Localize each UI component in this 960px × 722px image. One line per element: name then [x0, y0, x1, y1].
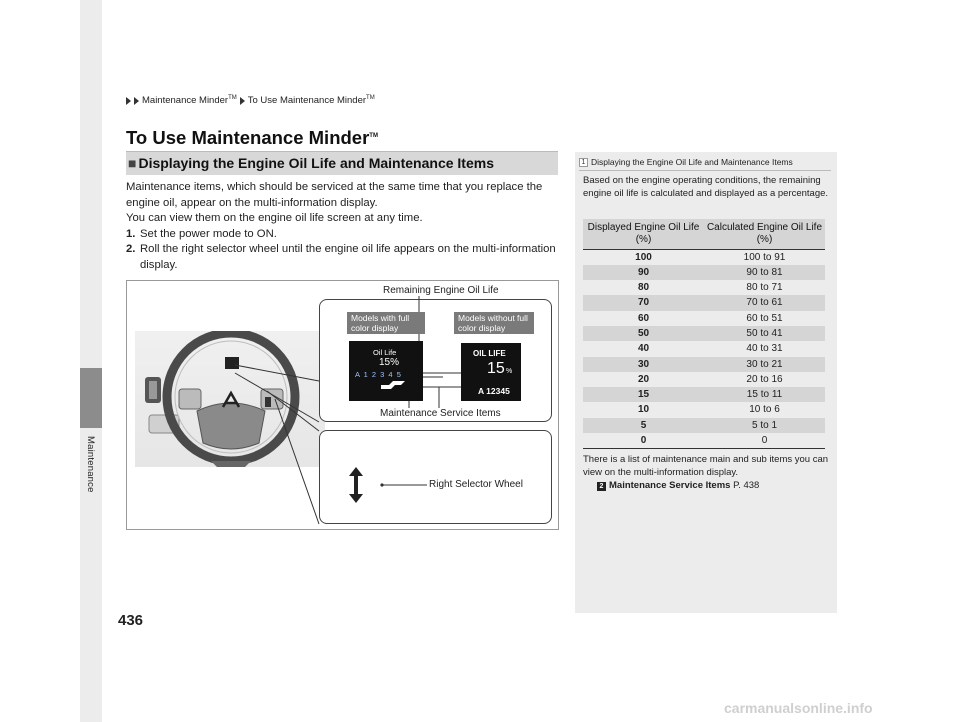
table-row: 10 10 to 6 — [637, 404, 780, 416]
models-full-color-tag: Models with full color display — [347, 312, 425, 334]
note-text: Based on the engine operating conditions, the remaining engine oil life is calculated and displayed as a percentage. — [583, 175, 829, 199]
breadcrumb-arrow-icon — [240, 97, 245, 105]
breadcrumb-item-to-use[interactable]: To Use Maintenance Minder™ — [247, 95, 375, 107]
side-tab-marker — [80, 368, 102, 428]
note-text-2: There is a list of maintenance main and sub items you can view on the multi-information display. 2 Maintenance Service Items P. 438 — [583, 453, 835, 492]
side-tab — [80, 0, 102, 722]
note-icon: 1 — [579, 158, 588, 167]
table-row: 30 30 to 21 — [583, 357, 825, 372]
table-row: 50 50 to 41 — [583, 326, 825, 341]
breadcrumb-arrow-icon — [134, 97, 139, 105]
step-item: 2. Roll the right selector wheel until the engine oil life appears on the multi-information display. — [126, 243, 556, 271]
watermark: carmanualsonline.info — [724, 700, 873, 716]
oil-life-table — [583, 219, 825, 449]
body-text — [126, 180, 562, 273]
dashboard-figure — [126, 280, 559, 530]
page-title: To Use Maintenance Minder™ — [126, 127, 378, 148]
breadcrumb-item-maintenance-minder[interactable]: Maintenance Minder™ — [142, 95, 237, 107]
breadcrumb-arrow-icon — [126, 97, 131, 105]
table-row: 80 80 to 71 — [637, 282, 783, 294]
table-row: 0 0 — [583, 433, 825, 449]
reference-arrow-icon: 2 — [597, 482, 606, 491]
table-row: 100 100 to 91 — [635, 251, 786, 263]
up-down-arrow-icon — [346, 467, 366, 503]
sidebar-note — [575, 152, 837, 613]
right-selector-wheel-label: Right Selector Wheel — [429, 479, 523, 490]
maintenance-service-items-label: Maintenance Service Items — [380, 408, 501, 419]
side-label: Maintenance — [85, 436, 96, 493]
full-color-display: Oil Life 15% A 1 2 3 4 5 — [349, 341, 423, 401]
body-paragraph-2: You can view them on the engine oil life screen at any time. — [126, 212, 423, 224]
table-header-displayed: Displayed Engine Oil Life (%) — [583, 219, 704, 249]
body-paragraph-1: Maintenance items, which should be serviced at the same time that you replace the engine oil, appear on the multi-information display. — [126, 181, 543, 209]
page-number: 436 — [118, 612, 144, 629]
table-row: 90 90 to 81 — [583, 265, 825, 280]
table-row: 20 20 to 16 — [637, 373, 783, 385]
note-heading: 1 Displaying the Engine Oil Life and Maintenance Items — [579, 157, 793, 167]
step-list — [126, 227, 562, 274]
cross-reference-link[interactable]: 2 Maintenance Service Items P. 438 — [597, 479, 835, 492]
table-row: 70 70 to 61 — [583, 295, 825, 310]
section-heading: ■ Displaying the Engine Oil Life and Maintenance Items — [126, 152, 558, 175]
monochrome-display: OIL LIFE 15 % A 12345 — [461, 343, 521, 401]
oil-can-icon — [349, 341, 423, 401]
step-item: 1. Set the power mode to ON. — [126, 227, 277, 240]
models-without-full-color-tag: Models without full color display — [454, 312, 534, 334]
note-divider — [579, 170, 831, 171]
table-row: 40 40 to 31 — [637, 343, 783, 355]
table-row: 60 60 to 51 — [637, 312, 783, 324]
table-header-calculated: Calculated Engine Oil Life (%) — [704, 219, 825, 249]
section-marker-icon: ■ — [128, 155, 137, 171]
table-row: 5 5 to 1 — [583, 418, 825, 433]
table-row: 15 15 to 11 — [583, 387, 825, 402]
breadcrumb — [126, 95, 375, 106]
remaining-oil-life-label: Remaining Engine Oil Life — [383, 285, 499, 296]
